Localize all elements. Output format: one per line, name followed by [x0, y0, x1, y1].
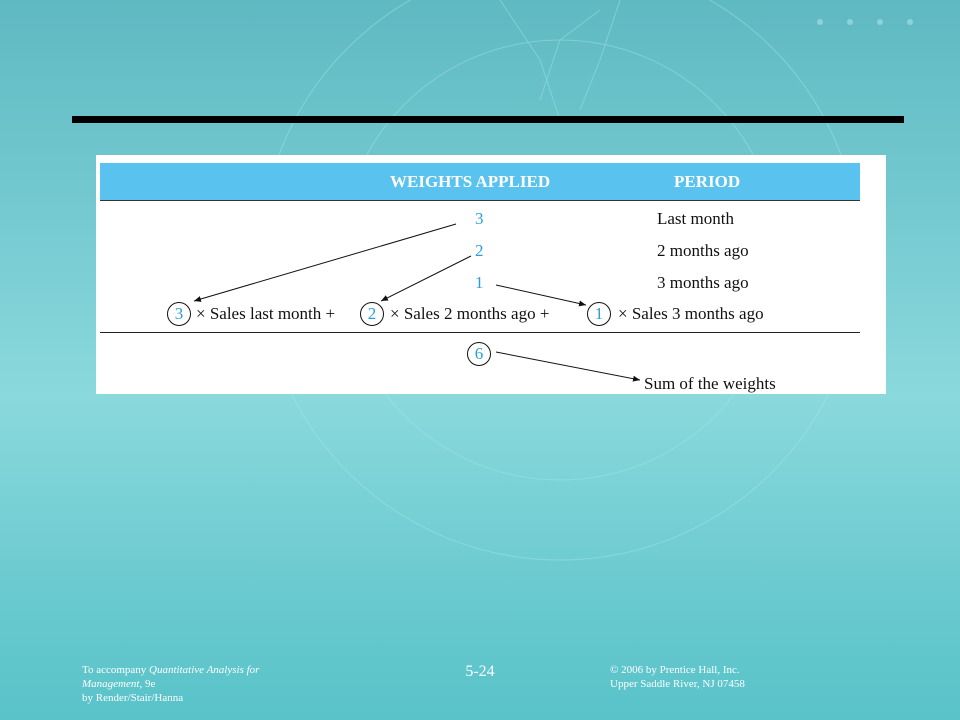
- weight-value: 3: [475, 209, 484, 228]
- weights-figure: [96, 155, 886, 394]
- period-value: Last month: [657, 209, 734, 228]
- copyright: © 2006 by Prentice Hall, Inc.: [610, 664, 740, 676]
- publisher-address: Upper Saddle River, NJ 07458: [610, 678, 745, 690]
- book-title-cont: Management: [82, 678, 140, 690]
- header-weights-applied: WEIGHTS APPLIED: [390, 172, 551, 191]
- arrow-sum: [496, 352, 640, 380]
- sum-label: Sum of the weights: [644, 374, 776, 393]
- arrows-layer: [96, 155, 886, 394]
- arrow-weight-2: [381, 256, 471, 301]
- authors: by Render/Stair/Hanna: [82, 692, 184, 704]
- period-value: 3 months ago: [657, 273, 749, 292]
- period-value: 2 months ago: [657, 241, 749, 260]
- book-title: Quantitative Analysis for: [149, 664, 260, 676]
- weight-circle: 3: [167, 302, 191, 326]
- weight-value: 1: [475, 273, 484, 292]
- equation-term: × Sales 3 months ago: [618, 304, 764, 323]
- arrow-weight-1: [496, 285, 586, 305]
- header-period: PERIOD: [674, 172, 741, 191]
- weight-value: 2: [475, 241, 484, 260]
- top-rule: [72, 116, 904, 123]
- equation-term: × Sales 2 months ago +: [390, 304, 550, 323]
- footer-left: [82, 663, 259, 705]
- sum-weight-circle: 6: [467, 342, 491, 366]
- footer-prefix: To accompany: [82, 664, 150, 676]
- footer-right: [610, 663, 745, 691]
- weight-circle: 2: [360, 302, 384, 326]
- arrow-weight-3: [194, 224, 456, 301]
- equation-term: × Sales last month +: [196, 304, 336, 323]
- page-number: 5-24: [465, 663, 495, 680]
- edition: , 9e: [139, 678, 156, 690]
- weight-circle: 1: [587, 302, 611, 326]
